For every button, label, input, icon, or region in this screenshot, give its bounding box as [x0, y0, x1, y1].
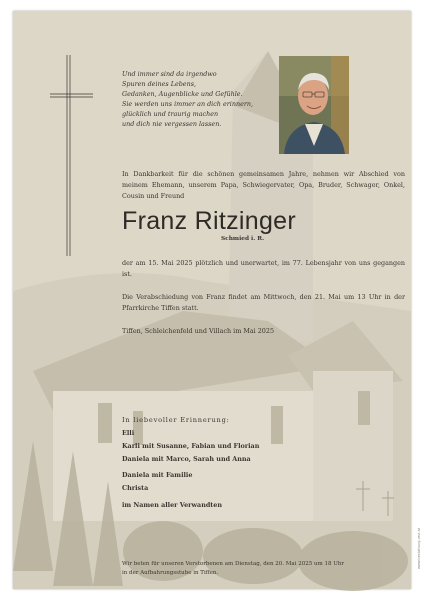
mourner-name: Christa: [122, 484, 149, 492]
portrait-photo: [279, 56, 349, 154]
poem-line: und dich nie vergessen lassen.: [122, 120, 222, 128]
mourner-name: im Namen aller Verwandten: [122, 501, 222, 509]
poem-line: Gedanken, Augenblicke und Gefühle.: [122, 90, 243, 98]
deceased-name: Franz Ritzinger: [122, 207, 296, 235]
mourner-name: Elli: [122, 429, 135, 437]
poem-line: Und immer sind da irgendwo: [122, 70, 217, 78]
memory-heading: In liebevoller Erinnerung:: [122, 416, 230, 424]
prayer-notice-line: in der Aufbahrungsstube in Tiffen.: [122, 570, 219, 576]
mourner-name: Karli mit Susanne, Fabian und Florian: [122, 442, 260, 450]
death-notice: der am 15. Mai 2025 plötzlich und unerwartet, im 77. Lebensjahr von uns gegangen ist.: [122, 259, 405, 278]
poem-line: Spuren deines Lebens,: [122, 80, 197, 88]
portrait-illustration: [279, 56, 349, 154]
prayer-notice: [122, 560, 392, 578]
intro-text: In Dankbarkeit für die schönen gemeinsamen Jahre, nehmen wir Abschied von meinem Ehemann, unserem Papa, Schwiegervater, Opa, Bruder, Schwager, Onkel, Cousin und Freund: [122, 170, 405, 200]
publisher-url: www.bestattung-rest.at: [417, 527, 421, 569]
place-date: Tiffen, Schleichenfeld und Villach im Mai 2025: [122, 327, 275, 335]
farewell-notice: Die Verabschiedung von Franz findet am Mittwoch, den 21. Mai um 13 Uhr in der Pfarrkirche Tiffen statt.: [122, 293, 405, 312]
obituary-card: [13, 11, 421, 589]
poem-line: glücklich und traurig machen: [122, 110, 219, 118]
mourner-name: Daniela mit Familie: [122, 471, 193, 479]
prayer-notice-line: Wir beten für unseren Verstorbenen am Dienstag, den 20. Mai 2025 um 18 Uhr: [122, 561, 345, 567]
poem: [122, 69, 292, 129]
occupation-subtitle: Schmied i. R.: [221, 236, 265, 242]
poem-line: Sie werden uns immer an dich erinnern,: [122, 100, 254, 108]
mourner-name: Daniela mit Marco, Sarah und Anna: [122, 455, 251, 463]
